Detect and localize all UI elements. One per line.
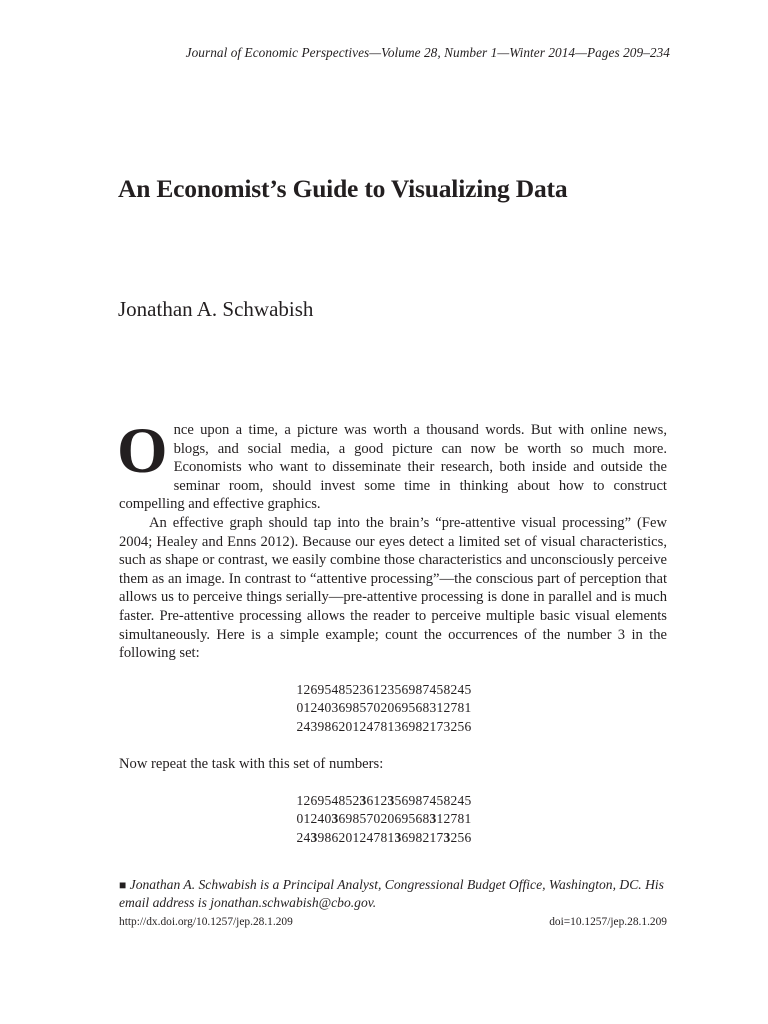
doi-links	[119, 916, 667, 928]
highlighted-digit: 3	[310, 829, 318, 845]
paragraph-1-text: nce upon a time, a picture was worth a thousand words. But with online news, blogs, and social media, a good picture can now be worth so much more. Economists who want to disseminate their research, both inside and outside the seminar room, should invest some time in thinking about how to construct compelling and effective graphics.	[119, 422, 667, 513]
author-footnote	[119, 876, 667, 913]
number-set-plain	[0, 681, 768, 736]
journal-header: Journal of Economic Perspectives—Volume 28, Number 1—Winter 2014—Pages 209–234	[185, 45, 670, 60]
article-title: An Economist’s Guide to Visualizing Data	[118, 174, 568, 203]
doi-identifier: doi=10.1257/jep.28.1.209	[549, 916, 667, 928]
number-row-highlighted: 2439862012478136982173256	[296, 829, 472, 845]
highlighted-digit: 3	[443, 829, 451, 845]
paragraph-1	[117, 415, 667, 514]
highlighted-digit: 3	[359, 793, 367, 808]
article-body	[117, 415, 667, 663]
highlighted-digit: 3	[429, 811, 437, 827]
highlighted-digit: 3	[394, 829, 402, 845]
article-author: Jonathan A. Schwabish	[118, 297, 314, 321]
number-row-highlighted: 1269548523612356987458245	[296, 793, 472, 808]
number-row: 0124036985702069568312781	[296, 700, 472, 716]
footnote-text: Jonathan A. Schwabish is a Principal Analyst, Congressional Budget Office, Washington, DC. His email address is jonathan.schwabish@cbo.gov.	[119, 877, 664, 911]
highlighted-digit: 3	[387, 793, 395, 808]
drop-cap: O	[117, 415, 168, 487]
number-row: 1269548523612356987458245	[296, 682, 472, 697]
footnote-marker: ■	[119, 878, 127, 892]
highlighted-digit: 3	[331, 811, 339, 827]
number-set-highlighted	[0, 792, 768, 847]
repeat-instruction: Now repeat the task with this set of numbers:	[119, 756, 384, 772]
doi-url-link[interactable]: http://dx.doi.org/10.1257/jep.28.1.209	[119, 916, 293, 928]
paragraph-2: An effective graph should tap into the brain’s “pre-attentive visual processing” (Few 2004; Healey and Enns 2012). Because our eyes detect a limited set of visual characteristics, such as shape or contrast, we easily combine those characteristics and unconsciously perceive them as an image. In contrast to “attentive processing”—the conscious part of perception that allows us to perceive things serially—pre-attentive processing is done in parallel and is much faster. Pre-attentive processing allows the reader to perceive multiple basic visual elements simultaneously. Here is a simple example; count the occurrences of the number 3 in the following set:	[119, 514, 667, 662]
number-row: 2439862012478136982173256	[296, 718, 472, 734]
number-row-highlighted: 0124036985702069568312781	[296, 811, 472, 827]
